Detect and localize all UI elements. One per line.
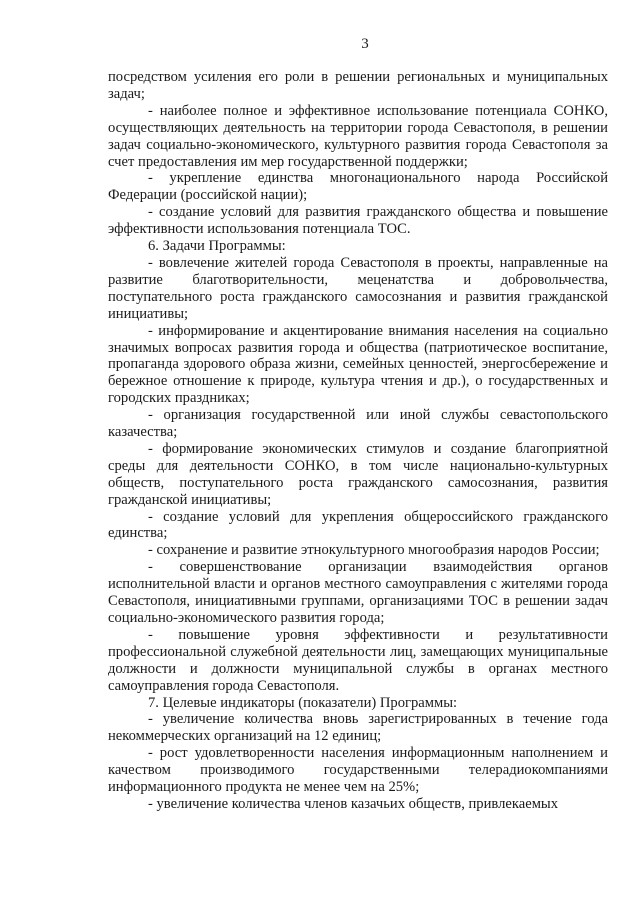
paragraph: - увеличение количества членов казачьих обществ, привлекаемых (148, 795, 559, 812)
paragraph: - формирование экономических стимулов и создание благоприятной среды для деятельности СОНКО, в том числе национально-культурных обществ, поступательного роста гражданского самосознания, развития гражданской инициативы; (108, 440, 608, 508)
paragraph: - наиболее полное и эффективное использование потенциала СОНКО, осуществляющих деятельность на территории города Севастополя, в решении задач социально-экономического, культурного развития города Севастополя за счет предоставления им мер государственной поддержки; (108, 102, 608, 170)
paragraph: - создание условий для укрепления общероссийского гражданского единства; (108, 508, 608, 542)
paragraph: - повышение уровня эффективности и результативности профессиональной служебной деятельности лиц, замещающих муниципальные должности и должности муниципальной службы в органах местного самоуправления города Севастополя. (108, 626, 608, 694)
paragraph: - организация государственной или иной службы севастопольского казачества; (108, 407, 608, 441)
paragraph: посредством усиления его роли в решении региональных и муниципальных задач; (108, 69, 608, 102)
paragraph: - совершенствование организации взаимодействия органов исполнительной власти и органов местного самоуправления с жителями города Севастополя, инициативными группами, организациями ТОС в решении задач социально-экономического развития города; (108, 559, 608, 626)
paragraph: - укрепление единства многонационального народа Российской Федерации (российской нации); (108, 170, 608, 204)
paragraph: - вовлечение жителей города Севастополя в проекты, направленные на развитие благотворительности, меценатства и добровольчества, поступательного роста гражданского самосознания и развития гражданской инициативы; (108, 254, 608, 322)
document-body (108, 69, 608, 813)
paragraph: - рост удовлетворенности населения информационным наполнением и качеством производимого государственными телерадиокомпаниями информационного продукта не менее чем на 25%; (108, 745, 608, 796)
paragraph: 7. Целевые индикаторы (показатели) Программы: (148, 694, 458, 711)
paragraph: 6. Задачи Программы: (148, 238, 286, 255)
paragraph: - увеличение количества вновь зарегистрированных в течение года некоммерческих организаций на 12 единиц; (108, 711, 608, 745)
paragraph: - информирование и акцентирование внимания населения на социально значимых вопросах развития города и общества (патриотическое воспитание, пропаганда здорового образа жизни, семейных ценностей, энергосбережение и бережное отношение к природе, культура чтения и др.), о государственных и городских праздниках; (108, 322, 608, 407)
page-number: 3 (361, 36, 369, 52)
paragraph: - сохранение и развитие этнокультурного многообразия народов России; (148, 542, 600, 559)
paragraph: - создание условий для развития гражданского общества и повышение эффективности использования потенциала ТОС. (108, 204, 608, 238)
